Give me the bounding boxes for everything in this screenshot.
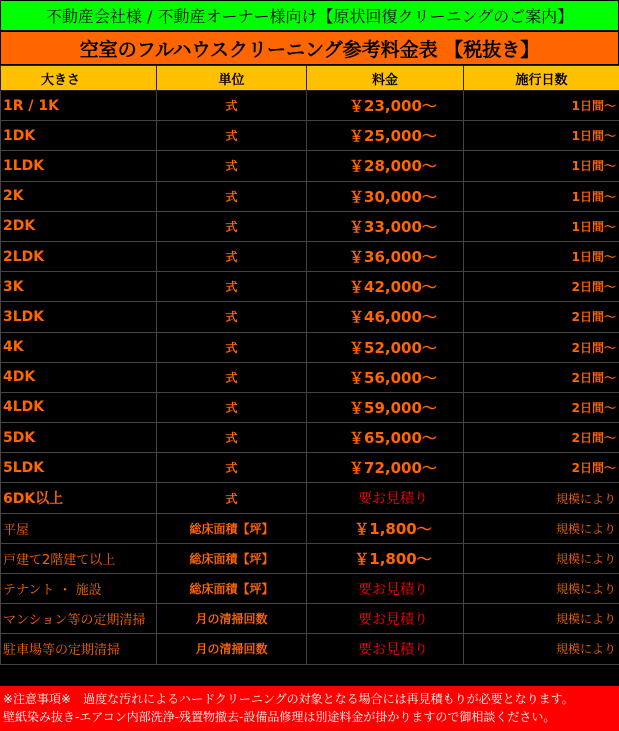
- row-days: 1日間～: [464, 151, 619, 181]
- row-days: 2日間～: [464, 302, 619, 332]
- row-unit: 式: [157, 483, 307, 513]
- price-table-body: [1, 91, 619, 665]
- row-price: ￥25,000～: [307, 121, 464, 151]
- header-days: 施行日数: [464, 66, 619, 91]
- table-row: [1, 272, 619, 302]
- row-price: ￥23,000～: [307, 91, 464, 121]
- row-price: ￥1,800～: [307, 543, 464, 573]
- row-unit: 式: [157, 302, 307, 332]
- row-price: ￥56,000～: [307, 362, 464, 392]
- table-row: [1, 483, 619, 513]
- row-size: 平屋: [1, 513, 157, 543]
- price-table: [0, 65, 619, 665]
- row-days: 2日間～: [464, 423, 619, 453]
- row-days: 2日間～: [464, 362, 619, 392]
- row-unit: 総床面積【坪】: [157, 574, 307, 604]
- row-price: 要お見積り: [307, 483, 464, 513]
- row-days: 規模により: [464, 483, 619, 513]
- row-days: 2日間～: [464, 453, 619, 483]
- row-size: 4DK: [1, 362, 157, 392]
- row-price: ￥42,000～: [307, 272, 464, 302]
- row-price: ￥1,800～: [307, 513, 464, 543]
- row-size: 1DK: [1, 121, 157, 151]
- row-days: 規模により: [464, 513, 619, 543]
- row-days: 1日間～: [464, 181, 619, 211]
- row-unit: 式: [157, 453, 307, 483]
- row-unit: 月の清掃回数: [157, 604, 307, 634]
- row-unit: 式: [157, 392, 307, 422]
- row-price: 要お見積り: [307, 574, 464, 604]
- row-size: 5LDK: [1, 453, 157, 483]
- row-unit: 式: [157, 423, 307, 453]
- table-row: [1, 453, 619, 483]
- row-days: 1日間～: [464, 91, 619, 121]
- row-unit: 式: [157, 121, 307, 151]
- row-size: 3K: [1, 272, 157, 302]
- row-days: 規模により: [464, 574, 619, 604]
- row-size: 6DK以上: [1, 483, 157, 513]
- row-days: 1日間～: [464, 211, 619, 241]
- row-price: 要お見積り: [307, 604, 464, 634]
- table-row: [1, 151, 619, 181]
- row-size: 2K: [1, 181, 157, 211]
- table-row: [1, 574, 619, 604]
- note-line: 壁紙染み抜き-エアコン内部洗浄-残置物撤去-設備品修理は別途料金が掛かりますので御相談ください。: [3, 710, 556, 724]
- row-days: 1日間～: [464, 121, 619, 151]
- row-price: ￥72,000～: [307, 453, 464, 483]
- table-header-row: [1, 66, 619, 91]
- table-row: [1, 543, 619, 573]
- row-size: 2DK: [1, 211, 157, 241]
- row-price: ￥52,000～: [307, 332, 464, 362]
- row-price: ￥36,000～: [307, 241, 464, 271]
- row-size: 1LDK: [1, 151, 157, 181]
- row-price: ￥46,000～: [307, 302, 464, 332]
- note-line: ※注意事項※ 過度な汚れによるハードクリーニングの対象となる場合には再見積もりが必要となります。: [3, 692, 574, 706]
- row-unit: 式: [157, 181, 307, 211]
- notes-box: [0, 686, 619, 731]
- row-size: 駐車場等の定期清掃: [1, 634, 157, 664]
- row-size: 1R / 1K: [1, 91, 157, 121]
- table-row: [1, 302, 619, 332]
- row-days: 2日間～: [464, 272, 619, 302]
- header-price: 料金: [307, 66, 464, 91]
- row-price: ￥28,000～: [307, 151, 464, 181]
- table-row: [1, 181, 619, 211]
- row-unit: 式: [157, 151, 307, 181]
- row-days: 規模により: [464, 634, 619, 664]
- row-price: ￥33,000～: [307, 211, 464, 241]
- table-row: [1, 634, 619, 664]
- table-row: [1, 604, 619, 634]
- row-size: 4LDK: [1, 392, 157, 422]
- row-unit: 総床面積【坪】: [157, 543, 307, 573]
- row-price: ￥65,000～: [307, 423, 464, 453]
- table-row: [1, 423, 619, 453]
- row-size: マンション等の定期清掃: [1, 604, 157, 634]
- table-row: [1, 121, 619, 151]
- row-unit: 式: [157, 272, 307, 302]
- table-row: [1, 332, 619, 362]
- row-unit: 式: [157, 211, 307, 241]
- table-row: [1, 513, 619, 543]
- row-unit: 式: [157, 362, 307, 392]
- row-price: ￥59,000～: [307, 392, 464, 422]
- row-unit: 総床面積【坪】: [157, 513, 307, 543]
- row-unit: 式: [157, 332, 307, 362]
- row-days: 規模により: [464, 604, 619, 634]
- row-unit: 式: [157, 91, 307, 121]
- row-size: 3LDK: [1, 302, 157, 332]
- header-size: 大きさ: [1, 66, 157, 91]
- table-row: [1, 211, 619, 241]
- page-title: 空室のフルハウスクリーニング参考料金表 【税抜き】: [0, 31, 619, 65]
- table-row: [1, 241, 619, 271]
- row-size: 2LDK: [1, 241, 157, 271]
- row-size: 5DK: [1, 423, 157, 453]
- table-row: [1, 362, 619, 392]
- header-unit: 単位: [157, 66, 307, 91]
- row-size: 戸建て2階建て以上: [1, 543, 157, 573]
- row-days: 2日間～: [464, 332, 619, 362]
- row-size: 4K: [1, 332, 157, 362]
- row-days: 規模により: [464, 543, 619, 573]
- row-price: ￥30,000～: [307, 181, 464, 211]
- table-row: [1, 392, 619, 422]
- row-unit: 月の清掃回数: [157, 634, 307, 664]
- row-days: 2日間～: [464, 392, 619, 422]
- row-price: 要お見積り: [307, 634, 464, 664]
- row-size: テナント ・ 施設: [1, 574, 157, 604]
- top-banner: 不動産会社様 / 不動産オーナー様向け【原状回復クリーニングのご案内】: [0, 0, 619, 31]
- table-row: [1, 91, 619, 121]
- row-days: 1日間～: [464, 241, 619, 271]
- row-unit: 式: [157, 241, 307, 271]
